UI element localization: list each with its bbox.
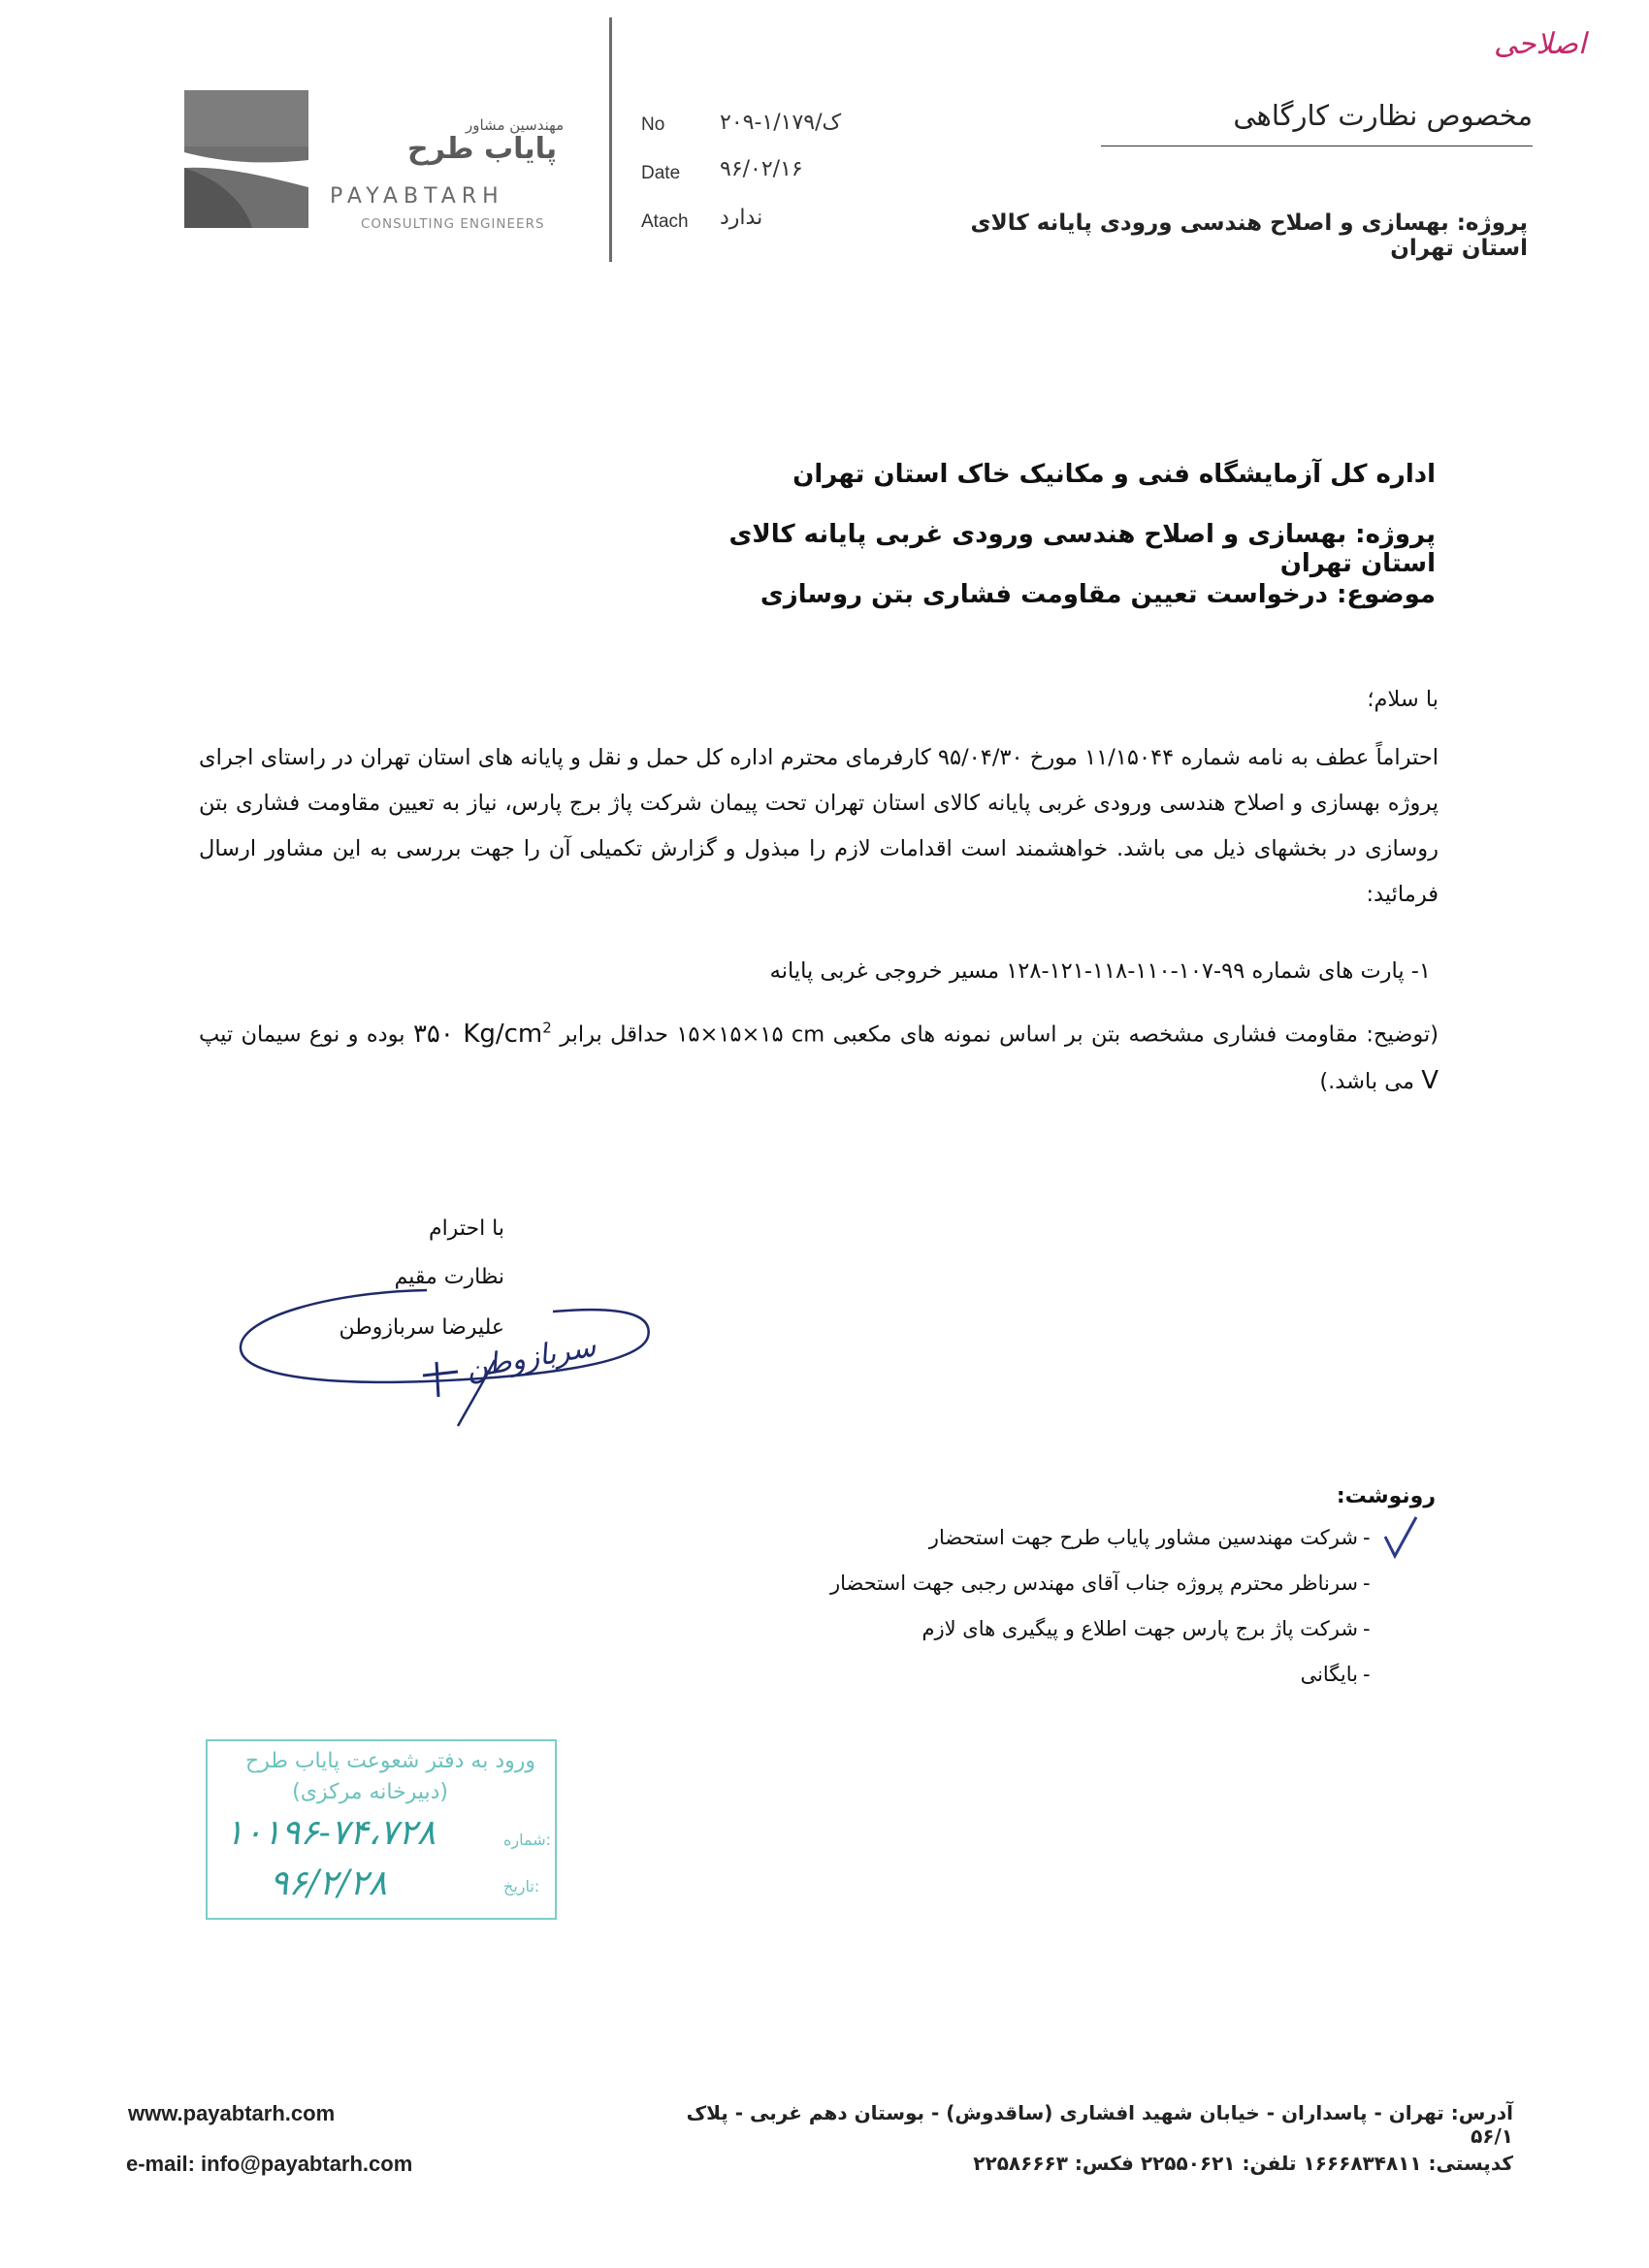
logo-fa-name: پایاب طرح [407,132,558,166]
letter-number-label: No [641,114,665,135]
logo-graphic-icon [184,90,308,228]
note-strength [413,1020,552,1049]
part-list-item: ۱- پارت های شماره ۹۹-۱۰۷-۱۱۰-۱۱۸-۱۲۱-۱۲۸ مسیر خروجی غربی پایانه [769,958,1431,984]
letter-date-label: Date [641,163,681,183]
letter-number-value: ۲۰۹-۱/ک/۱۷۹ [720,111,842,135]
logo-en-name: PAYABTARH [330,184,504,209]
letter-attach-value: ندارد [720,206,763,230]
note-dimensions: ۱۵×۱۵×۱۵ cm [676,1021,825,1048]
cc-item: شرکت مهندسین مشاور پایاب طرح جهت استحضار [928,1526,1358,1549]
company-contact-numbers: کدپستی: ۱۶۶۶۸۳۴۸۱۱ تلفن: ۲۲۵۵۰۶۲۱ فکس: ۲۲۵۸۶۶۶۳ [973,2152,1513,2175]
signer-name: علیرضا سربازوطن [339,1315,504,1340]
receipt-stamp [206,1739,557,1920]
recipient-line: اداره کل آزمایشگاه فنی و مکانیک خاک استان تهران [792,460,1436,489]
cc-dash: - [1363,1526,1371,1549]
cc-item: بایگانی [1300,1663,1358,1686]
closing-text: با احترام [428,1216,504,1241]
cc-item: سرناظر محترم پروژه جناب آقای مهندس رجبی جهت استحضار [829,1571,1358,1595]
header-divider [609,17,612,262]
signer-role: نظارت مقیم [394,1265,504,1289]
subject-line: موضوع: درخواست تعیین مقاومت فشاری بتن روسازی [760,580,1436,609]
letter-date-value: ۹۶/۰۲/۱۶ [720,157,803,181]
note-cement-type: V [1421,1065,1439,1095]
company-website: www.payabtarh.com [128,2101,336,2125]
note-end: می باشد.) [1319,1068,1422,1094]
stamp-line-1: ورود به دفتر شعوعت پایاب طرح [245,1749,535,1773]
letterhead-project: پروژه: بهسازی و اصلاح هندسی ورودی پایانه کالای استان تهران [970,211,1528,261]
correction-handwritten-mark: اصلاحی [1494,27,1587,61]
stamp-number-label: شماره: [503,1831,552,1849]
company-logo-mark [184,90,308,228]
cc-dash: - [1363,1617,1371,1640]
note-pre: (توضیح: مقاومت فشاری مشخصه بتن بر اساس نمونه های مکعبی [824,1021,1439,1048]
technical-note [199,1005,1439,1105]
stamp-line-2: (دبیرخانه مرکزی) [292,1780,448,1804]
cc-dash: - [1363,1663,1371,1686]
note-strength-sup: 2 [542,1019,552,1036]
greeting: با سلام؛ [1367,687,1439,712]
logo-en-subtitle: CONSULTING ENGINEERS [361,216,545,232]
company-email: e-mail: info@payabtarh.com [126,2152,413,2176]
stamp-number-value: ۱۰۱۹۶-۷۴،۷۲۸ [225,1813,436,1853]
note-strength-value: ۳۵۰ Kg/cm [412,1019,543,1049]
note-post: بوده و نوع سیمان تیپ [199,1021,413,1048]
handwritten-signature: سربازوطن [463,1329,598,1386]
cc-title: رونوشت: [1336,1484,1436,1508]
cc-dash: - [1363,1571,1371,1595]
body-paragraph: احتراماً عطف به نامه شماره ۱۱/۱۵۰۴۴ مورخ ۹۵/۰۴/۳۰ کارفرمای محترم اداره کل حمل و نقل و پایانه های استان تهران در راستای اجرای پروژه بهسازی و اصلاح هندسی ورودی غربی پایانه کالای استان تهران تحت پیمان شرکت پاژ برج پارس، نیاز به تعیین مقاومت فشاری بتن روسازی در بخشهای ذیل می باشد. خواهشمند است اقدامات لازم را مبذول و گزارش تکمیلی آن را جهت بررسی به این مشاور ارسال فرمائید: [199,745,1439,907]
note-mid: حداقل برابر [551,1021,677,1048]
letter-attach-label: Atach [641,211,689,232]
logo-fa-subtitle: مهندسین مشاور [466,116,565,134]
stamp-date-value: ۹۶/۲/۲۸ [270,1863,387,1903]
project-line: پروژه: بهسازی و اصلاح هندسی ورودی غربی پایانه کالای استان تهران [728,520,1436,578]
stamp-date-label: تاریخ: [503,1877,540,1895]
letterhead-title: مخصوص نظارت کارگاهی [1233,99,1533,132]
company-address: آدرس: تهران - پاسداران - خیابان شهید افشاری (ساقدوش) - بوستان دهم غربی - پلاک ۵۶/۱ [686,2101,1513,2148]
cc-item: شرکت پاژ برج پارس جهت اطلاع و پیگیری های لازم [922,1617,1358,1640]
